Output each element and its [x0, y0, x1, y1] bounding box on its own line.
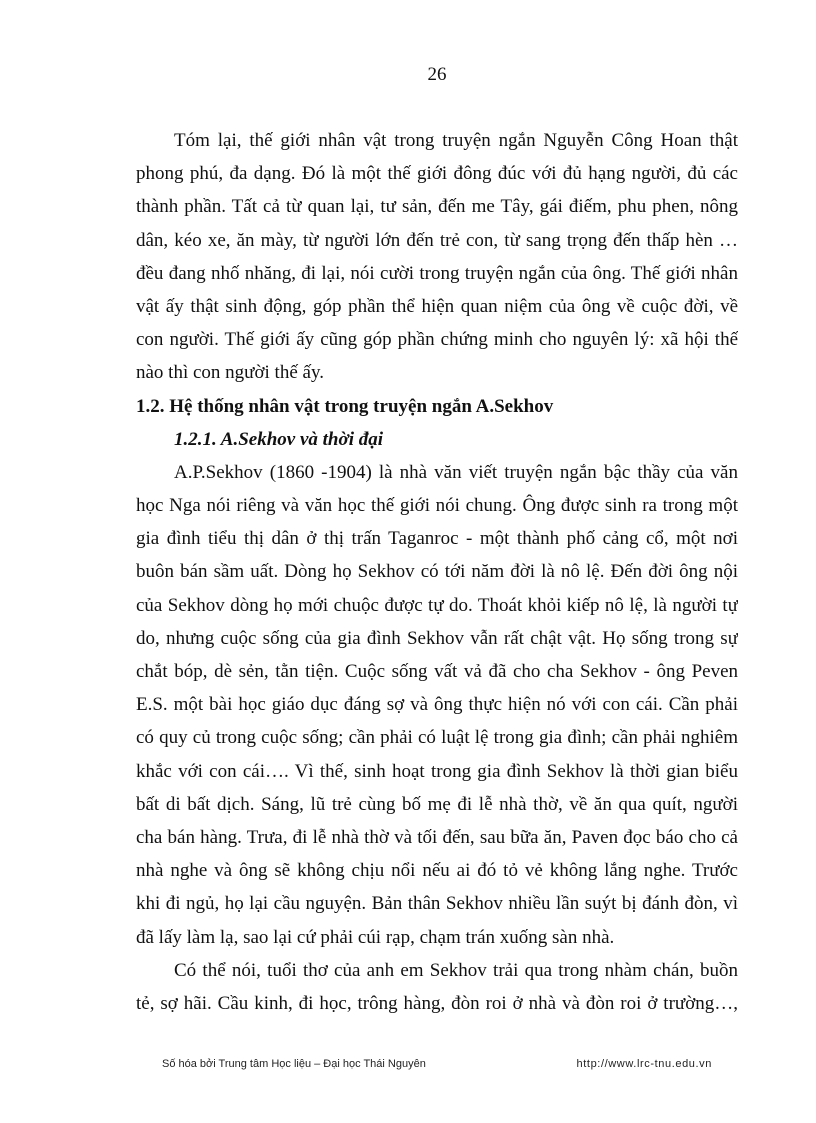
paragraph-line: vật ấy thật sinh động, góp phần thể hiện quan niệm của ông về cuộc đời, về [136, 295, 738, 317]
page-number: 26 [427, 64, 447, 85]
paragraph-line: của Sekhov dòng họ mới chuộc được tự do. Thoát khỏi kiếp nô lệ, là người tự [136, 594, 738, 616]
section-heading: 1.2. Hệ thống nhân vật trong truyện ngắn A.Sekhov [136, 395, 554, 417]
paragraph-line: Tóm lại, thế giới nhân vật trong truyện ngắn Nguyễn Công Hoan thật [174, 130, 738, 151]
paragraph-line: chắt bóp, dè sẻn, tằn tiện. Cuộc sống vất vả đã cho cha Sekhov - ông Peven [136, 661, 738, 682]
paragraph-line: bất di bất dịch. Sáng, lũ trẻ cùng bố mẹ đi lễ nhà thờ, về ăn qua quít, người [136, 793, 738, 815]
paragraph-line: khi đi ngủ, họ lại cầu nguyện. Bản thân Sekhov nhiều lần suýt bị đánh đòn, vì [136, 893, 738, 915]
subsection-heading: 1.2.1. A.Sekhov và thời đại [174, 428, 383, 450]
paragraph-line: gia đình tiểu thị dân ở thị trấn Taganroc - một thành phố cảng cổ, một nơi [136, 528, 738, 550]
paragraph-line: có quy củ trong cuộc sống; cần phải có luật lệ trong gia đình; cần phải nghiêm [136, 727, 738, 749]
paragraph-line: nhà nghe và ông sẽ không chịu nổi nếu ai đó tỏ vẻ không lắng nghe. Trước [136, 860, 738, 882]
paragraph-line: con người. Thế giới ấy cũng góp phần chứng minh cho nguyên lý: xã hội thế [136, 329, 738, 351]
paragraph-line: đã lấy làm lạ, sao lại cứ phải cúi rạp, chạm trán xuống sàn nhà. [136, 926, 615, 948]
paragraph-line: nào thì con người thế ấy. [136, 362, 324, 384]
paragraph-line: dân, kéo xe, ăn mày, từ người lớn đến trẻ con, từ sang trọng đến thấp hèn … [136, 229, 738, 251]
paragraph-line: đều đang nhố nhăng, đi lại, nói cười trong truyện ngắn của ông. Thế giới nhân [136, 262, 738, 284]
paragraph-line: Có thể nói, tuổi thơ của anh em Sekhov trải qua trong nhàm chán, buồn [174, 959, 738, 981]
paragraph-line: do, nhưng cuộc sống của gia đình Sekhov vẫn rất chật vật. Họ sống trong sự [136, 627, 738, 649]
paragraph-line: thành phần. Tất cả từ quan lại, tư sản, đến me Tây, gái điếm, phu phen, nông [136, 196, 738, 218]
paragraph-line: E.S. một bài học giáo dục đáng sợ và ông thực hiện nó với con cái. Cần phải [136, 694, 738, 716]
paragraph-line: cha bán hàng. Trưa, đi lễ nhà thờ và tối đến, sau bữa ăn, Paven đọc báo cho cả [136, 826, 738, 848]
paragraph-line: A.P.Sekhov (1860 -1904) là nhà văn viết truyện ngắn bậc thầy của văn [174, 461, 738, 483]
paragraph-line: phong phú, đa dạng. Đó là một thế giới đông đúc với đủ hạng người, đủ các [136, 163, 738, 185]
paragraph-line: tẻ, sợ hãi. Cầu kinh, đi học, trông hàng, đòn roi ở nhà và đòn roi ở trường…, [136, 992, 738, 1014]
footer-source-text: Số hóa bởi Trung tâm Học liệu – Đại học Thái Nguyên [162, 1058, 426, 1070]
paragraph-line: khắc với con cái…. Vì thế, sinh hoạt trong gia đình Sekhov là thời gian biểu [136, 760, 738, 782]
document-body [136, 124, 738, 1020]
paragraph-line: buôn bán sầm uất. Dòng họ Sekhov có tới năm đời là nô lệ. Đến đời ông nội [136, 561, 738, 583]
footer-url-link[interactable]: http://www.lrc-tnu.edu.vn [576, 1058, 712, 1070]
paragraph-line: học Nga nói riêng và văn học thế giới nói chung. Ông được sinh ra trong một [136, 495, 738, 517]
